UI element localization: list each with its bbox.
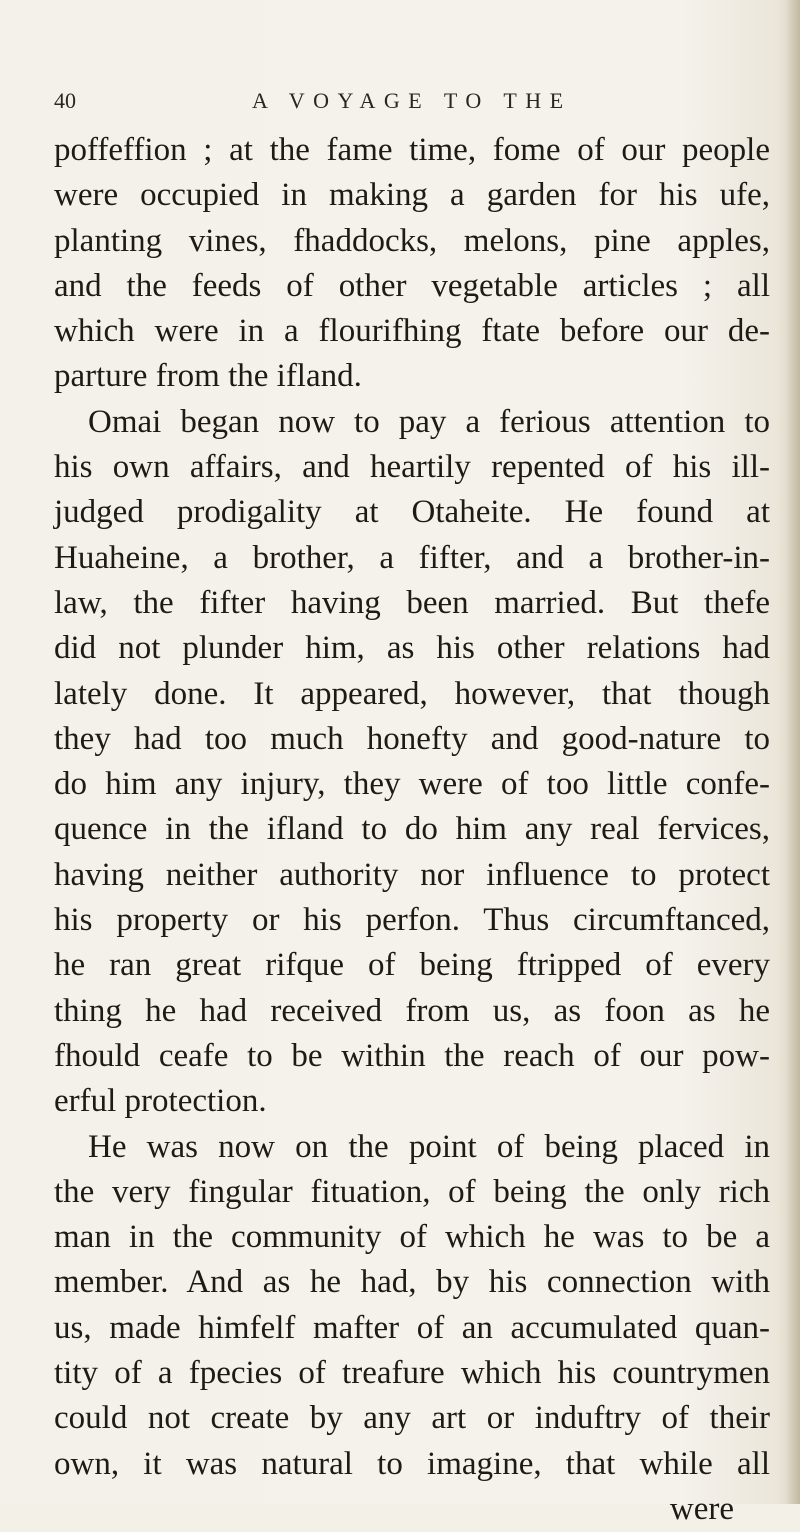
text-line: do him any injury, they were of too little confe- [54,766,770,803]
text-line: planting vines, fhaddocks, melons, pine apples, [54,222,770,259]
text-line: member. And as he had, by his connection with [54,1264,770,1301]
text-line: his own affairs, and heartily repented of his ill- [54,449,770,486]
text-line: having neither authority nor influence to protect [54,856,770,893]
text-line: erful protection. [54,1083,267,1120]
text-line: his property or his perfon. Thus circumftanced, [54,902,770,939]
text-line: which were in a flourifhing ftate before our de- [54,313,770,350]
text-line: did not plunder him, as his other relations had [54,630,770,667]
text-line: tity of a fpecies of treafure which his countrymen [54,1355,770,1392]
text-line: the very fingular fituation, of being the only rich [54,1173,770,1210]
text-line: he ran great rifque of being ftripped of every [54,947,770,984]
text-line: us, made himfelf mafter of an accumulated quan- [54,1309,770,1346]
text-line: parture from the ifland. [54,358,362,395]
text-line: quence in the ifland to do him any real fervices, [54,811,770,848]
text-line: were occupied in making a garden for his ufe, [54,177,770,214]
text-line: fhould ceafe to be within the reach of our pow- [54,1037,770,1074]
text-line: He was now on the point of being placed in [88,1128,770,1165]
catchword: were [669,1490,734,1527]
text-line: they had too much honefty and good-nature to [54,720,770,757]
text-line: law, the fifter having been married. But thefe [54,584,770,621]
text-line: lately done. It appeared, however, that though [54,675,770,712]
text-line: could not create by any art or induftry of their [54,1400,770,1437]
text-line: man in the community of which he was to be a [54,1219,770,1256]
text-line: own, it was natural to imagine, that while all [54,1445,770,1482]
text-line: judged prodigality at Otaheite. He found at [54,494,770,531]
page-number: 40 [54,88,76,113]
text-line: poffeffion ; at the fame time, fome of our people [54,132,770,168]
text-line: thing he had received from us, as foon as he [54,992,770,1029]
text-line: Huaheine, a brother, a fifter, and a brother-in- [54,539,770,576]
page-header [54,88,754,118]
text-line: and the feeds of other vegetable articles ; all [54,267,770,304]
page-edge-shadow [786,0,800,1504]
body-text [54,128,770,1532]
running-head: A VOYAGE TO THE [252,88,572,113]
text-line: Omai began now to pay a ferious attention to [88,403,770,440]
